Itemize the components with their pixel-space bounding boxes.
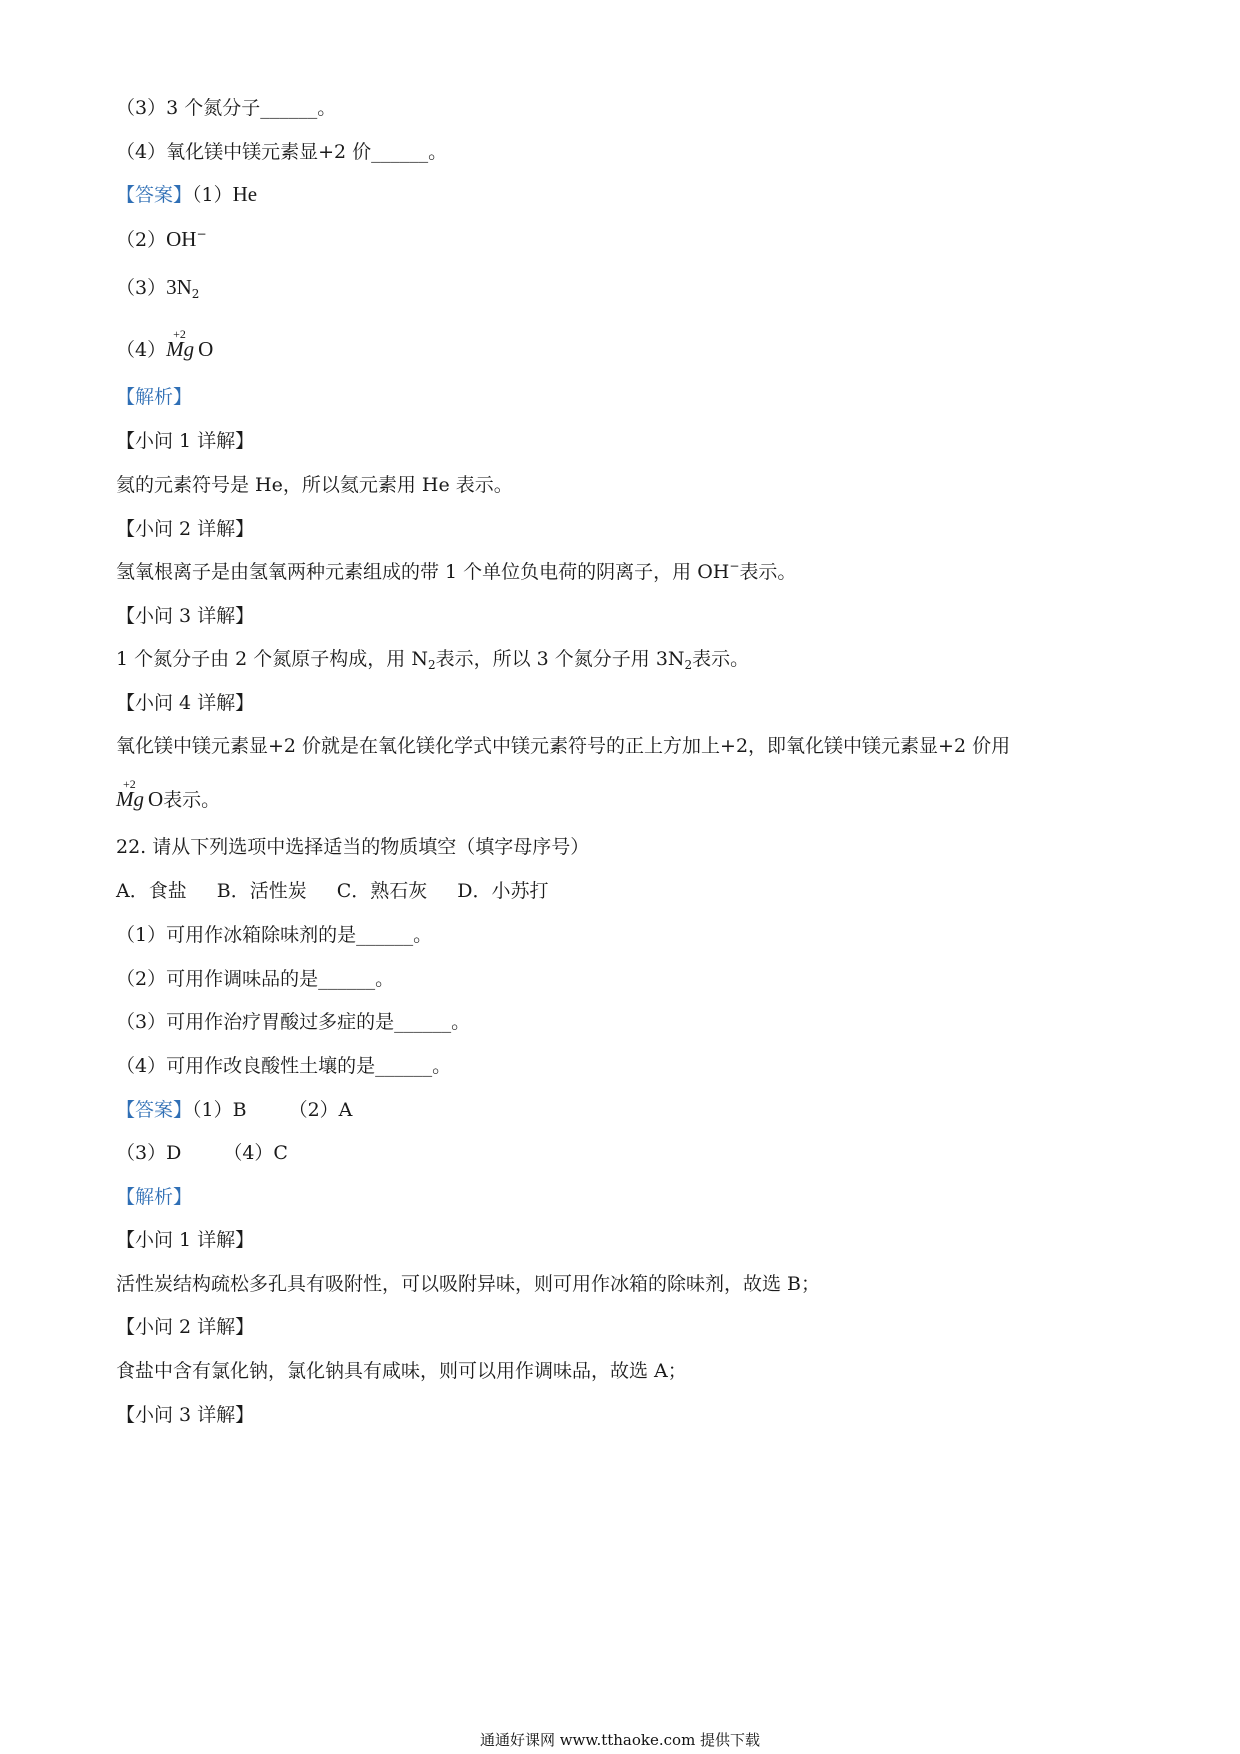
answer-number: （3） xyxy=(116,277,167,299)
q21-answer-2 xyxy=(116,226,207,253)
sub-question-heading: 【小问 3 详解】 xyxy=(116,605,255,627)
explanation-text: 氦的元素符号是 He，所以氦元素用 He 表示。 xyxy=(116,474,513,496)
explanation-text xyxy=(116,559,796,585)
subscript: 2 xyxy=(684,658,693,672)
answer-number: （4） xyxy=(116,339,167,361)
answer-4: （4）C xyxy=(223,1142,288,1164)
q22-item-3: （3）可用作治疗胃酸过多症的是______。 xyxy=(116,1011,471,1033)
option-a: A．食盐 xyxy=(116,880,187,902)
q22-item-4: （4）可用作改良酸性土壤的是______。 xyxy=(116,1055,452,1077)
q21-answer-1 xyxy=(116,181,257,208)
subscript: 2 xyxy=(427,658,436,672)
options-row xyxy=(116,878,548,904)
q22-item-2: （2）可用作调味品的是______。 xyxy=(116,968,395,990)
charge-superscript: − xyxy=(196,227,207,241)
sub-question-heading: 【小问 1 详解】 xyxy=(116,1229,255,1251)
formula-rest: O xyxy=(148,787,164,811)
option-d: D．小苏打 xyxy=(457,880,549,902)
q22-answer-row-1 xyxy=(116,1097,352,1123)
answer-number: （1） xyxy=(192,184,233,206)
element-symbol: Mg xyxy=(166,337,195,361)
answer-value: OH xyxy=(166,227,197,251)
answer-value: He xyxy=(232,182,258,206)
answer-number: （2） xyxy=(116,229,167,251)
explanation-part: 表示。 xyxy=(692,648,750,670)
answer-1: （1）B xyxy=(192,1099,247,1121)
q21-item-4: （4）氧化镁中镁元素显+2 价______。 xyxy=(116,141,448,163)
valence-formula xyxy=(116,777,144,812)
option-b: B．活性炭 xyxy=(216,880,307,902)
explanation-part: 1 个氮分子由 2 个氮原子构成，用 N xyxy=(116,648,428,670)
footer-credit: 通通好课网 www.tthaoke.com 提供下载 xyxy=(479,1731,761,1749)
q21-answer-3 xyxy=(116,274,199,301)
explanation-text: 活性炭结构疏松多孔具有吸附性，可以吸附异味，则可用作冰箱的除味剂，故选 B； xyxy=(116,1273,821,1295)
q22-item-1: （1）可用作冰箱除味剂的是______。 xyxy=(116,924,433,946)
sub-question-heading: 【小问 4 详解】 xyxy=(116,692,255,714)
valence-mark: +2 xyxy=(123,777,136,791)
sub-question-heading: 【小问 1 详解】 xyxy=(116,430,255,452)
answer-tag: 【答案】 xyxy=(116,184,193,206)
analysis-tag: 【解析】 xyxy=(116,386,193,408)
formula-rest: O xyxy=(198,337,214,361)
explanation-text: 氧化镁中镁元素显+2 价就是在氧化镁化学式中镁元素符号的正上方加上+2，即氧化镁中镁元素显+2 价用 xyxy=(116,735,1011,757)
q21-answer-4 xyxy=(116,327,214,363)
valence-formula xyxy=(166,327,195,362)
charge-superscript: − xyxy=(729,559,740,573)
question-stem: 22. 请从下列选项中选择适当的物质填空（填字母序号） xyxy=(116,836,590,858)
explanation-part: 表示。 xyxy=(739,561,797,583)
valence-mark: +2 xyxy=(173,327,186,341)
analysis-tag: 【解析】 xyxy=(116,1186,193,1208)
explanation-text xyxy=(116,777,221,813)
option-c: C．熟石灰 xyxy=(336,880,428,902)
sub-question-heading: 【小问 2 详解】 xyxy=(116,518,255,540)
answer-value: 3N xyxy=(166,275,192,299)
answer-2: （2）A xyxy=(288,1099,353,1121)
sub-question-heading: 【小问 2 详解】 xyxy=(116,1316,255,1338)
explanation-part: 表示。 xyxy=(163,789,221,811)
explanation-text xyxy=(116,646,749,672)
explanation-part: 氢氧根离子是由氢氧两种元素组成的带 1 个单位负电荷的阴离子，用 OH xyxy=(116,561,730,583)
answer-tag: 【答案】 xyxy=(116,1099,193,1121)
subscript: 2 xyxy=(191,287,200,301)
q21-item-3: （3）3 个氮分子______。 xyxy=(116,97,337,119)
element-symbol: Mg xyxy=(116,787,144,811)
sub-question-heading: 【小问 3 详解】 xyxy=(116,1404,255,1426)
explanation-text: 食盐中含有氯化钠，氯化钠具有咸味，则可以用作调味品，故选 A； xyxy=(116,1360,687,1382)
answer-3: （3）D xyxy=(116,1142,182,1164)
q22-answer-row-2 xyxy=(116,1140,288,1166)
explanation-part: 表示，所以 3 个氮分子用 3N xyxy=(435,648,685,670)
